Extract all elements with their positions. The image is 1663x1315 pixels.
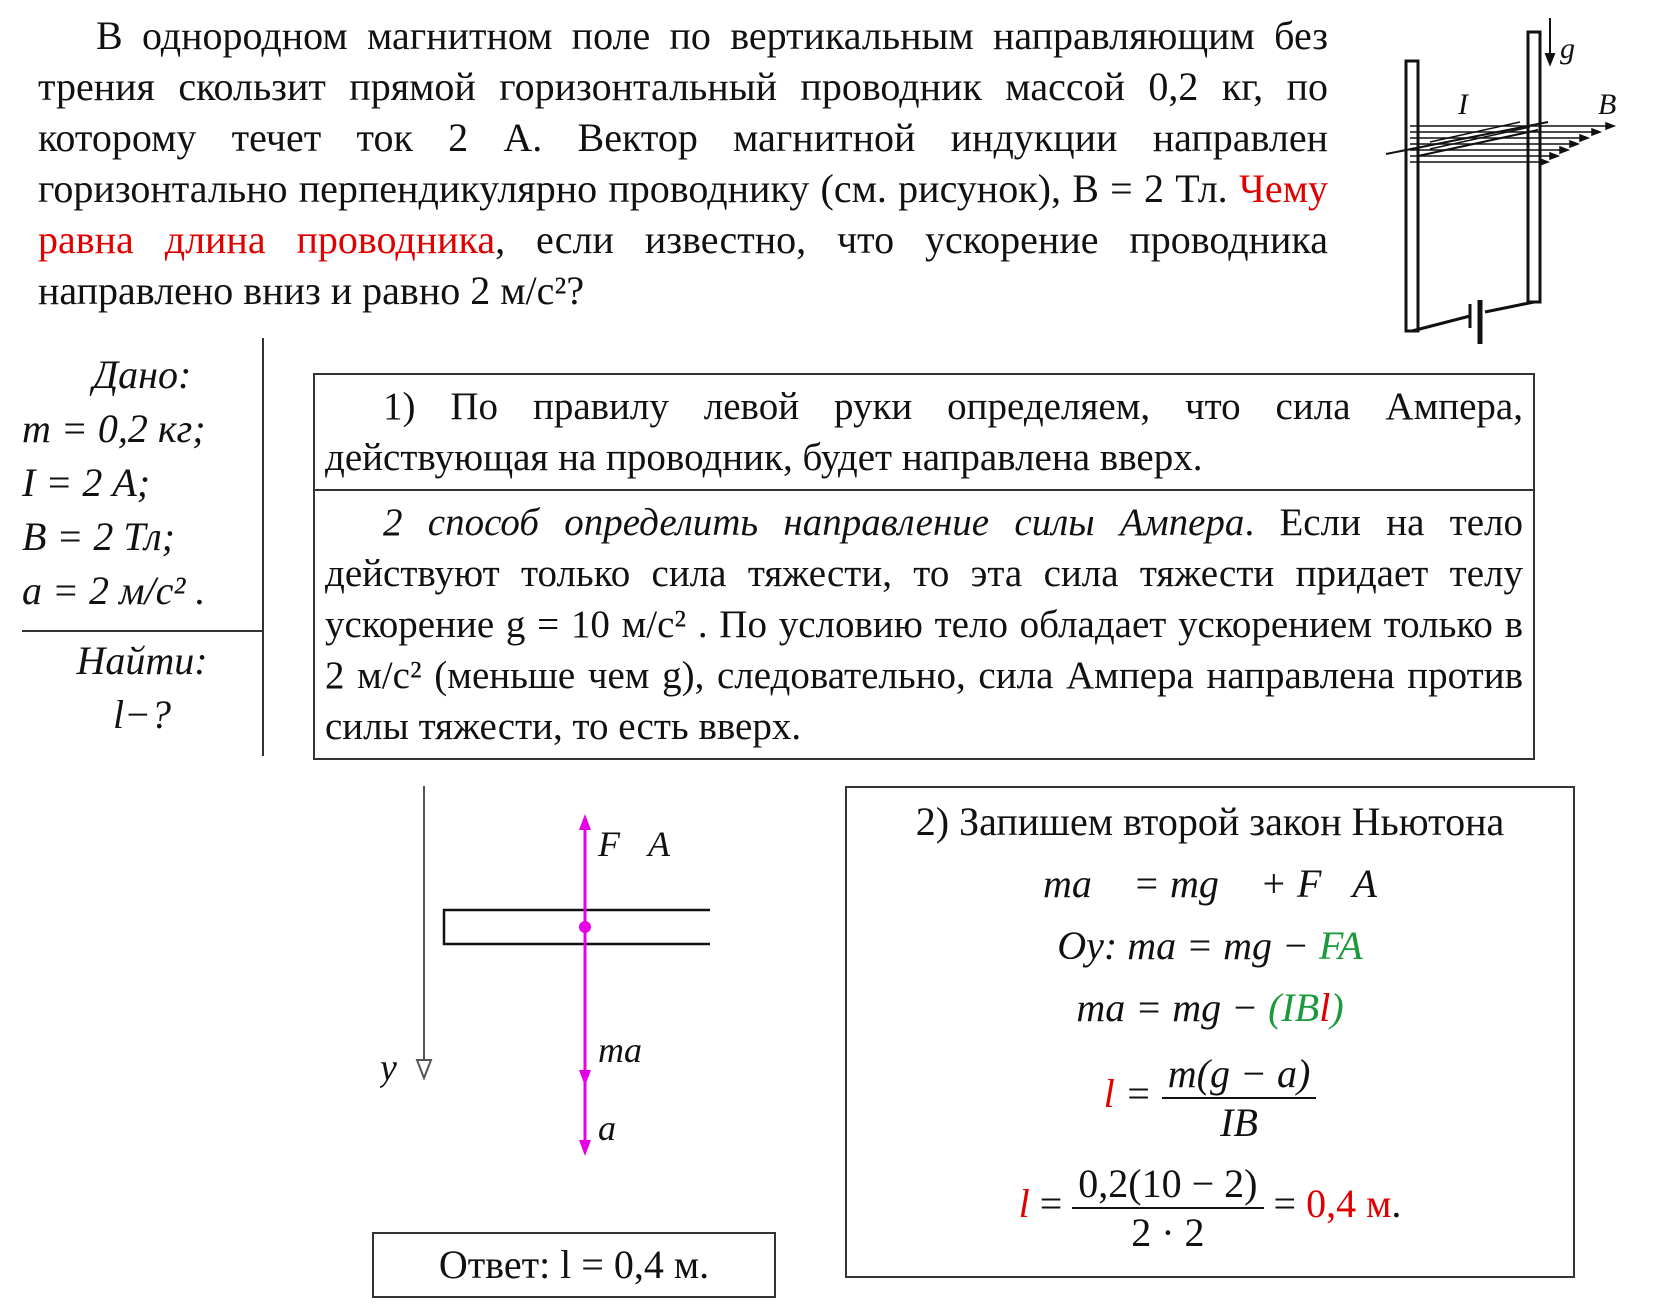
problem-text-1: В однородном магнитном поле по вертикальным направляющим без трения скользит прямой горизонтальный проводник массой 0,2 кг, по которому течет ток 2 А. Вектор магнитной индукции направлен горизонтально перпендикулярно проводнику (см. рисунок), B = 2 Тл.	[38, 13, 1328, 211]
given-item: I = 2 А;	[22, 460, 151, 505]
right-rail	[1528, 32, 1540, 302]
fa-label: F⃗A	[598, 824, 670, 864]
eq-ibl-close: )	[1330, 985, 1344, 1030]
wire-right	[1485, 302, 1534, 312]
find-header: Найти:	[76, 638, 208, 683]
eq-ibl-left: ma = mg −	[1076, 985, 1269, 1030]
g-label: g⃗	[1560, 32, 1599, 65]
fraction-denominator: IB	[1220, 1100, 1258, 1145]
find-value: l−?	[112, 692, 172, 737]
eq-value-mid: =	[1263, 1181, 1307, 1227]
fraction-value	[1072, 1160, 1263, 1256]
y-axis-arrowhead	[417, 1060, 431, 1078]
eq-formula-eq: =	[1114, 1071, 1162, 1117]
equation-newton: ma⃗ = mg⃗ + F⃗A	[1043, 861, 1377, 906]
conductor-rect	[444, 910, 710, 944]
eq-ibl-open: (IB	[1268, 985, 1320, 1030]
left-rail	[1406, 61, 1418, 331]
eq-value-l: l	[1018, 1181, 1030, 1227]
step2-title: 2) Запишем второй закон Ньютона	[915, 799, 1505, 844]
eq-value-end: .	[1391, 1181, 1402, 1227]
equation-oy	[847, 922, 1573, 969]
method2-text: . Если на тело действуют только сила тяжести, то эта сила тяжести придает телу ускорение g = 10 м/с² . По условию тело обладает ускорением только в 2 м/с² (меньше чем g), следовательно, сила Ампера направлена против силы тяжести, то есть вверх.	[325, 501, 1523, 748]
equation-l-value	[847, 1160, 1573, 1256]
equation-ibl	[847, 984, 1573, 1031]
fraction-numerator: 0,2(10 − 2)	[1072, 1160, 1263, 1209]
answer-box	[372, 1232, 776, 1298]
eq-value-result: 0,4 м	[1306, 1181, 1392, 1227]
step2-box	[845, 786, 1575, 1278]
equation-l-formula	[847, 1050, 1573, 1146]
method2-title: 2 способ определить направление силы Ампера	[383, 501, 1245, 544]
a-arrowhead	[579, 1140, 591, 1156]
fa-arrowhead	[579, 814, 591, 830]
fraction-formula	[1162, 1050, 1317, 1146]
step1-text: 1) По правилу левой руки определяем, что сила Ампера, действующая на проводник, будет направлена вверх.	[325, 385, 1523, 479]
given-item: m = 0,2 кг;	[22, 406, 206, 451]
eq-value-eq: =	[1029, 1181, 1073, 1227]
given-item: B = 2 Тл;	[22, 514, 175, 559]
wire-left	[1412, 316, 1470, 331]
center-point	[579, 921, 591, 933]
ma-arrowhead	[579, 1070, 591, 1086]
ma-label: ma⃗	[598, 1030, 670, 1070]
step1-method2	[315, 489, 1533, 758]
given-divider-horizontal	[22, 630, 262, 632]
a-label: a⃗	[598, 1108, 645, 1148]
answer-text: Ответ: l = 0,4 м.	[438, 1242, 710, 1287]
eq-formula-l: l	[1103, 1071, 1115, 1117]
step1-box	[313, 373, 1535, 760]
b-label: B⃗	[1598, 88, 1640, 121]
current-label: I	[1458, 88, 1468, 121]
fraction-numerator: m(g − a)	[1162, 1050, 1317, 1099]
force-diagram	[380, 780, 710, 1160]
given-block	[22, 348, 262, 742]
problem-statement	[38, 10, 1328, 316]
rails-figure	[1370, 14, 1660, 344]
eq-oy-fa: FA	[1319, 923, 1363, 968]
problem-text-2: , если известно, что ускорение проводника направлено вниз и равно 2 м/с²?	[38, 217, 1329, 313]
eq-oy-left: Oy: ma = mg −	[1057, 923, 1319, 968]
problem-question: Чему равна длина проводника	[38, 166, 1328, 262]
eq-ibl-l: l	[1319, 985, 1331, 1030]
given-header: Дано:	[92, 352, 192, 397]
y-axis-label: y	[380, 1047, 397, 1089]
given-item: a = 2 м/с² .	[22, 568, 206, 613]
gravity-arrow	[1546, 18, 1554, 64]
given-divider-vertical	[262, 338, 264, 756]
fraction-denominator: 2 · 2	[1131, 1210, 1205, 1255]
